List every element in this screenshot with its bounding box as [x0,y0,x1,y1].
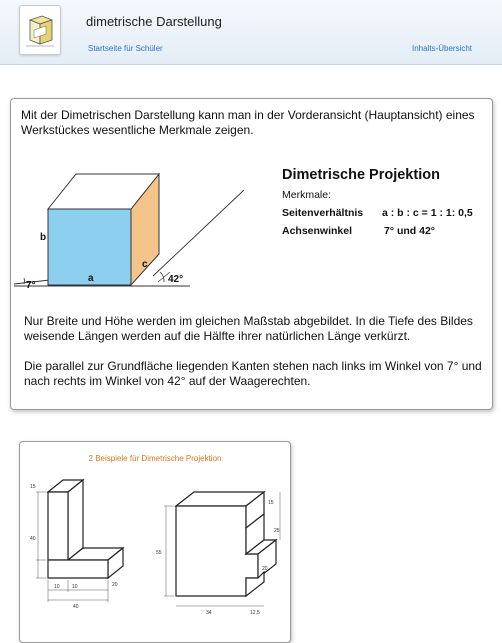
label-a: a [88,273,94,284]
header-bar [0,0,502,65]
angle-left-label: 7° [26,280,36,291]
angle-right-label: 42° [168,274,184,285]
ratio-label: Seitenverhältnis [282,207,364,219]
dim-label: 40 [30,536,36,542]
dimetric-cube-figure [8,160,276,300]
features-label: Merkmale: [282,189,332,201]
dim-label: 12,5 [250,610,260,616]
dim-label: 10 [54,584,60,590]
paragraph-scale: Nur Breite und Höhe werden im gleichen Maßstab abgebildet. In die Tiefe des Bildes weisende Längen werden auf die Hälfte ihrer natürlichen Länge verkürzt. [24,314,473,343]
angle-label: Achsenwinkel [282,225,353,237]
dim-label: 34 [206,610,212,616]
dimetric-block-icon [20,6,60,54]
page-title: dimetrische Darstellung [86,14,222,29]
projection-title: Dimetrische Projektion [282,167,440,183]
dim-label: 40 [73,604,79,610]
students-home-link[interactable]: Startseite für Schüler [88,44,163,53]
dim-label: 25 [274,528,280,534]
example-l-block-drawing [28,474,138,614]
dim-label: 55 [156,550,162,556]
label-b: b [40,232,47,243]
examples-title: 2 Beispiele für Dimetrische Projektion [88,454,222,463]
example-notched-block-drawing [150,474,285,619]
dim-label: 15 [30,484,36,490]
label-c: c [142,259,148,270]
paragraph-angles: Die parallel zur Grundfläche liegenden Kanten stehen nach links im Winkel von 7° und nach rechts im Winkel von 42° auf der Waagerechten. [24,359,482,388]
dim-label: 20 [112,582,118,588]
dim-label: 10 [72,584,78,590]
dim-label: 20 [262,566,268,572]
dim-label: 15 [268,500,274,506]
logo[interactable] [19,5,61,55]
toc-link[interactable]: Inhalts-Übersicht [412,44,473,53]
ratio-value: a : b : c = 1 : 1: 0,5 [382,207,473,219]
intro-text: Mit der Dimetrischen Darstellung kann man in der Vorderansicht (Hauptansicht) eines Werkstückes wesentliche Merkmale zeigen. [21,108,475,137]
angle-value: 7° und 42° [384,225,435,237]
